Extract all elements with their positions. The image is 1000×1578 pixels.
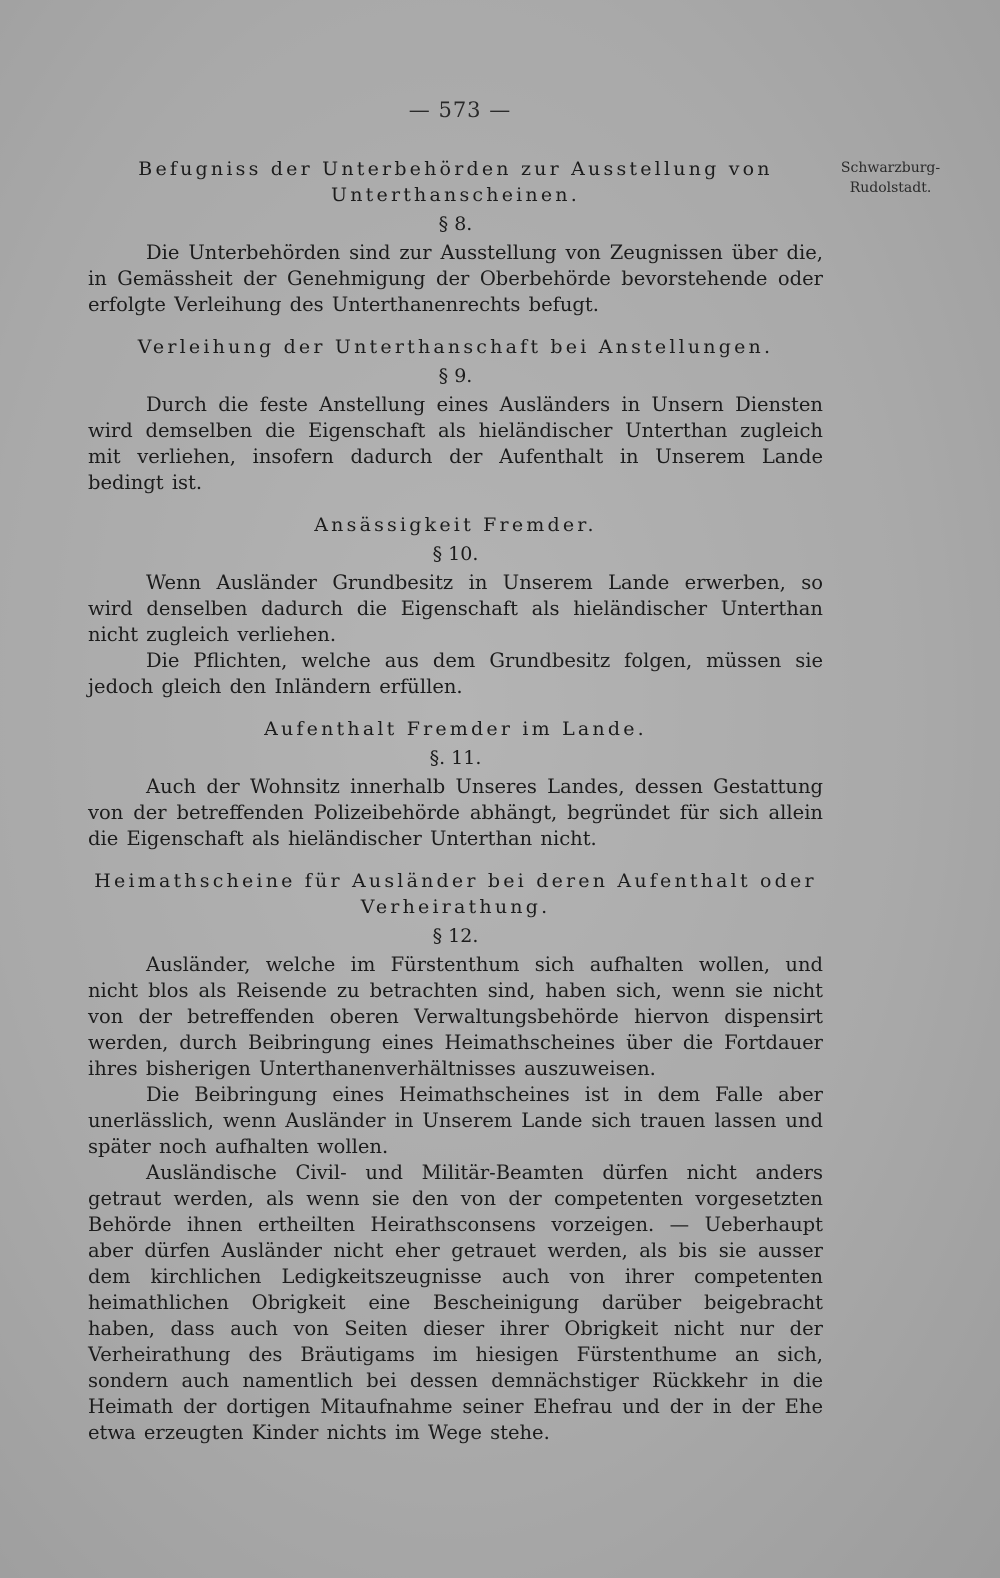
- section-heading: Befugniss der Unterbehörden zur Ausstellung von Unterthanscheinen.: [138, 158, 773, 206]
- section-heading: Ansässigkeit Fremder.: [314, 514, 597, 536]
- paragraph-mark: § 12.: [432, 925, 479, 947]
- paragraph-text: Die Pflichten, welche aus dem Grundbesitz folgen, müssen sie jedoch gleich den Inländern erfüllen.: [88, 649, 823, 698]
- paragraph-text: Die Unterbehörden sind zur Ausstellung von Zeugnissen über die, in Gemässheit der Genehmigung der Oberbehörde bevorstehende oder erfolgte Verleihung des Unterthanenrechts befugt.: [88, 241, 823, 316]
- paragraph-mark: § 9.: [438, 365, 473, 387]
- margin-note: [828, 158, 953, 198]
- section-heading: Verleihung der Unterthanschaft bei Anstellungen.: [137, 336, 774, 358]
- paragraph-mark: § 10.: [432, 543, 479, 565]
- paragraph-text: Ausländische Civil- und Militär-Beamten dürfen nicht anders getraut werden, als wenn sie den von der competenten vorgesetzten Behörde ihnen ertheilten Heirathsconsens vorzeigen. — Ueberhaupt aber dürfen Ausländer nicht eher getrauet werden, als bis sie ausser dem kirchlichen Ledigkeitszeugnisse auch von ihrer competenten heimathlichen Obrigkeit eine Bescheinigung darüber beigebracht haben, dass auch von Seiten dieser ihrer Obrigkeit nicht nur der Verheirathung des Bräutigams im hiesigen Fürstenthume an sich, sondern auch namentlich bei dessen demnächstiger Rückkehr in die Heimath der dortigen Mitaufnahme seiner Ehefrau und der in der Ehe etwa erzeugten Kinder nichts im Wege stehe.: [88, 1161, 823, 1444]
- paragraph-text: Ausländer, welche im Fürstenthum sich aufhalten wollen, und nicht blos als Reisende zu betrachten sind, haben sich, wenn sie nicht von der betreffenden oberen Verwaltungsbehörde hiervon dispensirt werden, durch Beibringung eines Heimathscheines über die Fortdauer ihres bisherigen Unterthanenverhältnisses auszuweisen.: [88, 953, 823, 1080]
- section-12: [88, 868, 823, 1446]
- section-heading: Heimathscheine für Ausländer bei deren Aufenthalt oder Verheirathung.: [94, 870, 817, 918]
- paragraph-text: Die Beibringung eines Heimathscheines ist in dem Falle aber unerlässlich, wenn Ausländer in Unserem Lande sich trauen lassen und später noch aufhalten wollen.: [88, 1083, 823, 1158]
- paragraph-text: Durch die feste Anstellung eines Ausländers in Unsern Diensten wird demselben die Eigenschaft als hieländischer Unterthan zugleich mit verliehen, insofern dadurch der Aufenthalt in Unserem Lande bedingt ist.: [88, 393, 823, 494]
- section-9: [88, 334, 823, 496]
- margin-note-line: Rudolstadt.: [849, 180, 932, 196]
- section-8: [88, 156, 823, 318]
- page-number: — 573 —: [408, 98, 512, 122]
- paragraph-mark: §. 11.: [429, 747, 482, 769]
- section-11: [88, 716, 823, 852]
- paragraph-text: Auch der Wohnsitz innerhalb Unseres Landes, dessen Gestattung von der betreffenden Polizeibehörde abhängt, begründet für sich allein die Eigenschaft als hieländischer Unterthan nicht.: [88, 775, 823, 850]
- document-body: [88, 156, 823, 1446]
- paragraph-mark: § 8.: [438, 213, 473, 235]
- section-heading: Aufenthalt Fremder im Lande.: [264, 718, 647, 740]
- margin-note-line: Schwarzburg-: [840, 160, 941, 176]
- section-10: [88, 512, 823, 700]
- paragraph-text: Wenn Ausländer Grundbesitz in Unserem Lande erwerben, so wird denselben dadurch die Eigenschaft als hieländischer Unterthan nicht zugleich verliehen.: [88, 571, 823, 646]
